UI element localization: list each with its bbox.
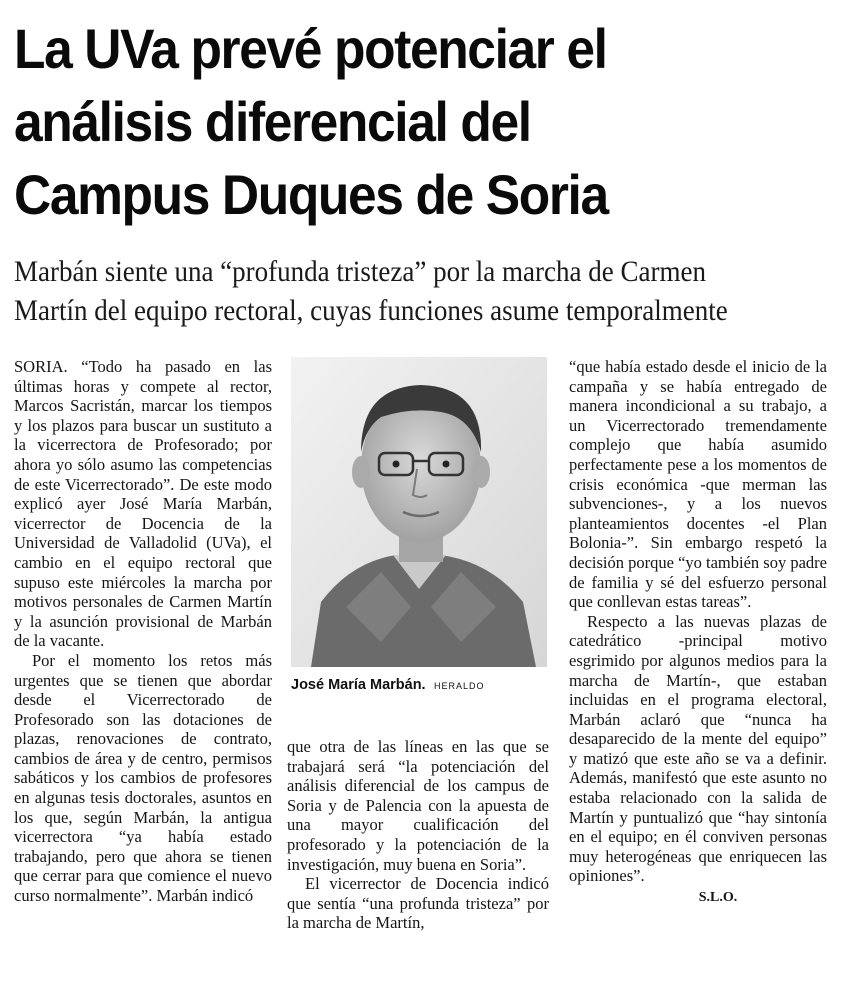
author-signature: S.L.O. bbox=[698, 890, 738, 906]
photo-caption bbox=[291, 676, 553, 694]
paragraph: que otra de las líneas en las que se trabajará será “la potenciación del análisis diferencial de los campus de Soria y de Palencia con la apuesta de una mayor cualificación del profesorado y la potenciación de la investigación, muy buena en Soria”. bbox=[287, 737, 549, 874]
headline-line: La UVa prevé potenciar el bbox=[14, 17, 607, 80]
subheadline-line: Marbán siente una “profunda tristeza” por la marcha de Carmen bbox=[14, 255, 706, 288]
paragraph: Respecto a las nuevas plazas de catedrático -principal motivo esgrimido por algunos medios para la marcha de Martín-, que estaban incluidas en el programa electoral, Marbán aclaró que “nunca ha desaparecido de la mente del equipo” y matizó que este año se va a definir. Además, manifestó que este asunto no estaba relacionado con la salida de Martín y puntualizó que “hay sintonía en el equipo; en él conviven personas muy heterogéneas que enriquecen las opiniones”. bbox=[569, 611, 827, 886]
article-column-1 bbox=[14, 357, 272, 906]
paragraph: “que había estado desde el inicio de la campaña y se había entregado de manera incondicional a su trabajo, a un Vicerrectorado tremendamente complejo que había asumido perfectamente pese a los momentos de crisis económica -que merman las subvenciones-, y a los nuevos planteamientos docentes -el Plan Bolonia-”. Sin embargo respetó la decisión porque “yo también soy padre de familia y sé del esfuerzo personal que conllevan estas tareas”. bbox=[569, 357, 827, 612]
paragraph: Por el momento los retos más urgentes que se tienen que abordar desde el Vicerrectorado de Profesorado son las dotaciones de plazas, renovaciones de contrato, cambios de área y de centro, permisos sabáticos y los cambios de profesores en algunas tesis doctorales, asuntos en los que, según Marbán, la antigua vicerrectora “ya había estado trabajando, pero que ahora se tienen que cerrar para que comience el nuevo curso normalmente”. Marbán indicó bbox=[14, 650, 272, 906]
caption-name: José María Marbán. bbox=[291, 677, 426, 693]
caption-credit: HERALDO bbox=[434, 681, 485, 691]
headline bbox=[14, 12, 834, 231]
headline-line: análisis diferencial del bbox=[14, 90, 531, 153]
paragraph: SORIA. “Todo ha pasado en las últimas horas y compete al rector, Marcos Sacristán, marcar los tiempos y los plazos para buscar un sustituto a la vicerrectora de Profesorado; por ahora yo sólo asumo las competencias de este Vicerrectorado”. De este modo explicó ayer José María Marbán, vicerrector de Docencia de la Universidad de Valladolid (UVa), el cambio en el equipo rectoral que supuso este miércoles la marcha por motivos personales de Carmen Martín y la asunción provisional de Marbán de la vacante. bbox=[14, 357, 272, 651]
paragraph: El vicerrector de Docencia indicó que sentía “una profunda tristeza” por la marcha de Martín, bbox=[287, 874, 549, 933]
portrait-photo bbox=[291, 357, 547, 667]
article-column-3 bbox=[569, 357, 827, 908]
headline-line: Campus Duques de Soria bbox=[14, 163, 608, 226]
portrait-image bbox=[291, 357, 547, 667]
subheadline bbox=[14, 252, 834, 330]
subheadline-line: Martín del equipo rectoral, cuyas funciones asume temporalmente bbox=[14, 294, 728, 327]
article-column-2 bbox=[287, 737, 549, 933]
